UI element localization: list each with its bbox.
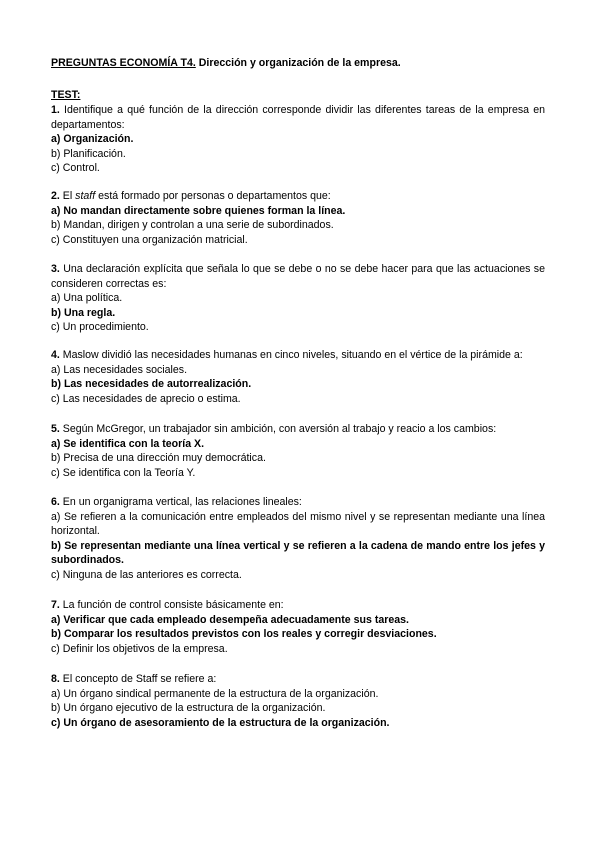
question-stem <box>51 348 545 363</box>
option-a: a) Verificar que cada empleado desempeña adecuadamente sus tareas. <box>51 613 409 626</box>
question-number: 5. <box>51 423 60 435</box>
question-1 <box>51 103 545 176</box>
question-text: En un organigrama vertical, las relaciones lineales: <box>59 496 302 508</box>
question-8 <box>51 672 545 730</box>
heading-prefix: PREGUNTAS ECONOMÍA T4. <box>51 57 196 69</box>
question-4 <box>51 348 545 406</box>
option-a: a) No mandan directamente sobre quienes forman la línea. <box>51 204 346 217</box>
option-b: b) Planificación. <box>51 147 126 160</box>
question-number: 7. <box>51 599 60 611</box>
question-3 <box>51 262 545 335</box>
option-c: c) Control. <box>51 162 100 175</box>
question-2 <box>51 189 545 247</box>
test-label: TEST: <box>51 89 81 101</box>
question-stem <box>51 422 545 437</box>
question-6 <box>51 495 545 583</box>
question-stem <box>51 672 545 687</box>
option-b: b) Las necesidades de autorrealización. <box>51 378 252 391</box>
question-number: 6. <box>51 496 60 508</box>
option-c: c) Un órgano de asesoramiento de la estructura de la organización. <box>51 716 390 729</box>
question-number: 1. <box>51 104 60 116</box>
question-stem <box>51 103 545 132</box>
question-7 <box>51 598 545 656</box>
question-stem <box>51 262 545 291</box>
question-number: 3. <box>51 263 60 275</box>
option-b: b) Precisa de una dirección muy democrática. <box>51 452 266 465</box>
option-c: c) Las necesidades de aprecio o estima. <box>51 392 241 405</box>
option-a: a) Las necesidades sociales. <box>51 363 188 376</box>
option-c: c) Constituyen una organización matricial. <box>51 233 248 246</box>
question-number: 2. <box>51 190 60 202</box>
question-stem <box>51 495 545 510</box>
question-number: 4. <box>51 349 60 361</box>
question-stem <box>51 598 545 613</box>
question-text: Una declaración explícita que señala lo que se debe o no se debe hacer para que las actuaciones se consideren correctas es: <box>51 263 545 290</box>
question-text: El concepto de Staff se refiere a: <box>59 673 217 685</box>
question-text-post: está formado por personas o departamentos que: <box>95 190 331 202</box>
question-5 <box>51 422 545 480</box>
option-c: c) Definir los objetivos de la empresa. <box>51 642 228 655</box>
option-a: a) Un órgano sindical permanente de la estructura de la organización. <box>51 687 379 700</box>
option-a: a) Se refieren a la comunicación entre empleados del mismo nivel y se representan mediante una línea horizontal. <box>51 510 545 538</box>
question-text-emphasis: staff <box>75 190 96 202</box>
question-text: La función de control consiste básicamente en: <box>59 599 284 611</box>
question-number: 8. <box>51 673 60 685</box>
option-c: c) Un procedimiento. <box>51 321 149 334</box>
option-b: b) Un órgano ejecutivo de la estructura de la organización. <box>51 702 326 715</box>
document-heading <box>51 56 551 71</box>
option-a: a) Una política. <box>51 292 123 305</box>
option-a: a) Organización. <box>51 133 134 146</box>
question-text: Maslow dividió las necesidades humanas en cinco niveles, situando en el vértice de la pirámide a: <box>59 349 523 361</box>
question-text: Identifique a qué función de la dirección corresponde dividir las diferentes tareas de la empresa en departamentos: <box>51 104 545 131</box>
heading-title: Dirección y organización de la empresa. <box>195 57 401 69</box>
option-b: b) Comparar los resultados previstos con los reales y corregir desviaciones. <box>51 628 437 641</box>
question-stem <box>51 189 545 204</box>
option-b: b) Se representan mediante una línea vertical y se refieren a la cadena de mando entre los jefes y subordinados. <box>51 539 545 567</box>
option-b: b) Una regla. <box>51 306 116 319</box>
question-text-pre: El <box>59 190 76 202</box>
option-b: b) Mandan, dirigen y controlan a una serie de subordinados. <box>51 219 334 232</box>
option-a: a) Se identifica con la teoría X. <box>51 437 205 450</box>
question-text: Según McGregor, un trabajador sin ambición, con aversión al trabajo y reacio a los cambios: <box>59 423 497 435</box>
option-c: c) Ninguna de las anteriores es correcta. <box>51 568 242 581</box>
option-c: c) Se identifica con la Teoría Y. <box>51 466 196 479</box>
